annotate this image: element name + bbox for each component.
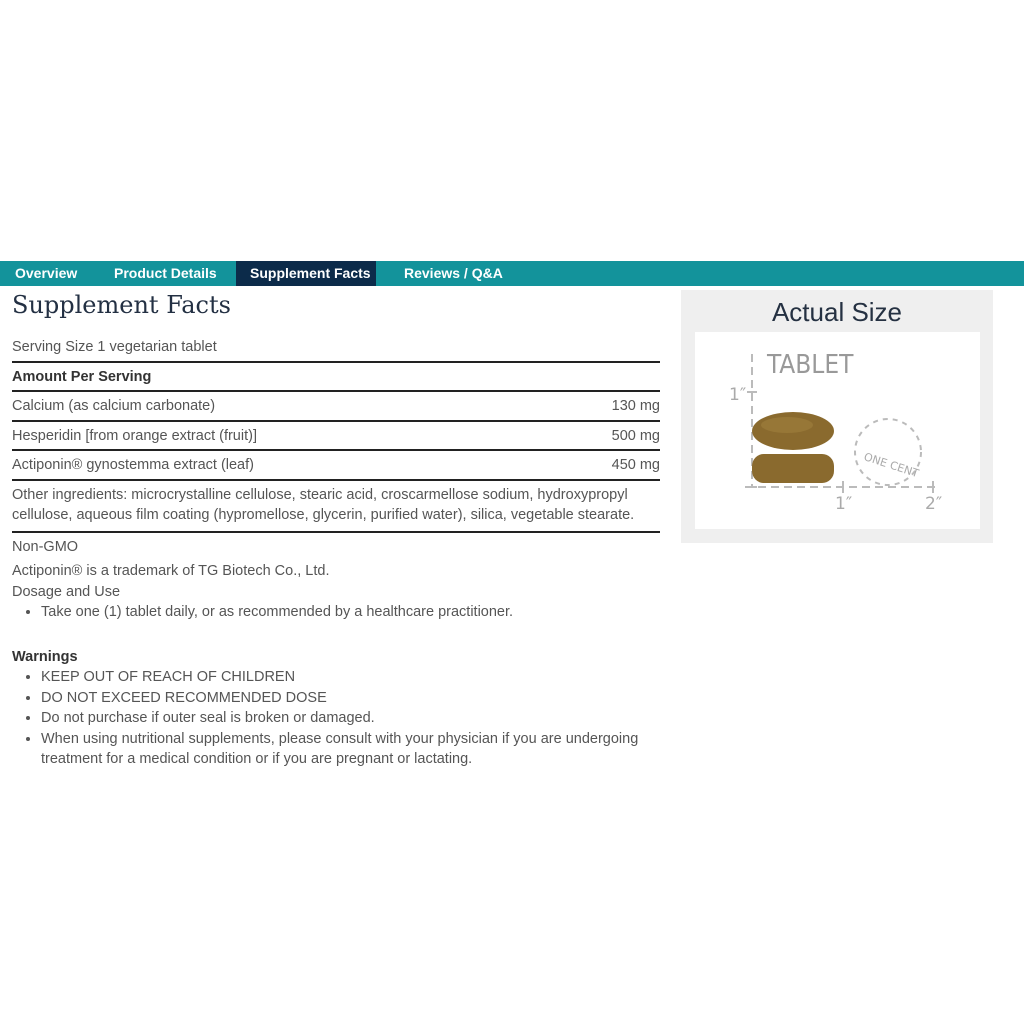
ingredient-name: Hesperidin [from orange extract (fruit)] [12,427,257,444]
list-item: • DO NOT EXCEED RECOMMENDED DOSE [41,688,660,709]
list-item: • KEEP OUT OF REACH OF CHILDREN [41,667,660,688]
ingredient-row [12,451,660,481]
ruler-label: 1″ [729,385,747,405]
ingredient-row [12,422,660,452]
ruler-label: 1″ [835,494,853,514]
warnings-header: Warnings [12,648,78,665]
amount-header: Amount Per Serving [12,363,660,393]
ingredient-amount: 500 mg [611,427,660,444]
non-gmo-label: Non-GMO [12,538,79,555]
list-item: • Do not purchase if outer seal is broken or damaged. [41,708,660,729]
trademark-note: Actiponin® is a trademark of TG Biotech Co., Ltd. [12,563,330,579]
tab-overview[interactable]: Overview [15,265,78,281]
tab-supplement-facts[interactable]: Supplement Facts [236,261,376,286]
ingredient-row [12,392,660,422]
warnings-list [41,667,660,770]
serving-size: Serving Size 1 vegetarian tablet [12,333,660,363]
supplement-facts-section [12,286,660,770]
tab-bar [0,261,1024,286]
tab-reviews-qa[interactable]: Reviews / Q&A [404,265,503,281]
dosage-header: Dosage and Use [12,583,121,600]
actual-size-panel [681,290,993,543]
tablet-label: TABLET [767,350,854,380]
coin-label: ONE CENT [862,450,921,481]
ingredient-name: Calcium (as calcium carbonate) [12,398,216,414]
ingredient-amount: 130 mg [611,398,660,414]
tablet-image [695,332,980,529]
other-ingredients: Other ingredients: microcrystalline cellulose, stearic acid, croscarmellose sodium, hydroxypropyl cellulose, aqueous film coating (hypromellose, glycerin, purified water), silica, vegetable stearate. [12,481,660,533]
list-item: • When using nutritional supplements, please consult with your physician if you are undergoing treatment for a medical condition or if you are pregnant or lactating. [41,729,660,770]
tablet-illustration [695,332,980,529]
tablet-side-view [752,454,834,483]
ingredient-amount: 450 mg [611,457,660,473]
actual-size-title: Actual Size [771,297,903,327]
section-title: Supplement Facts [12,291,231,319]
ingredient-name: Actiponin® gynostemma extract (leaf) [12,457,254,473]
list-item: • Take one (1) tablet daily, or as recommended by a healthcare practitioner. [41,602,660,623]
ruler-label: 2″ [925,494,943,514]
tab-product-details[interactable]: Product Details [114,265,217,281]
dosage-list [41,602,660,623]
